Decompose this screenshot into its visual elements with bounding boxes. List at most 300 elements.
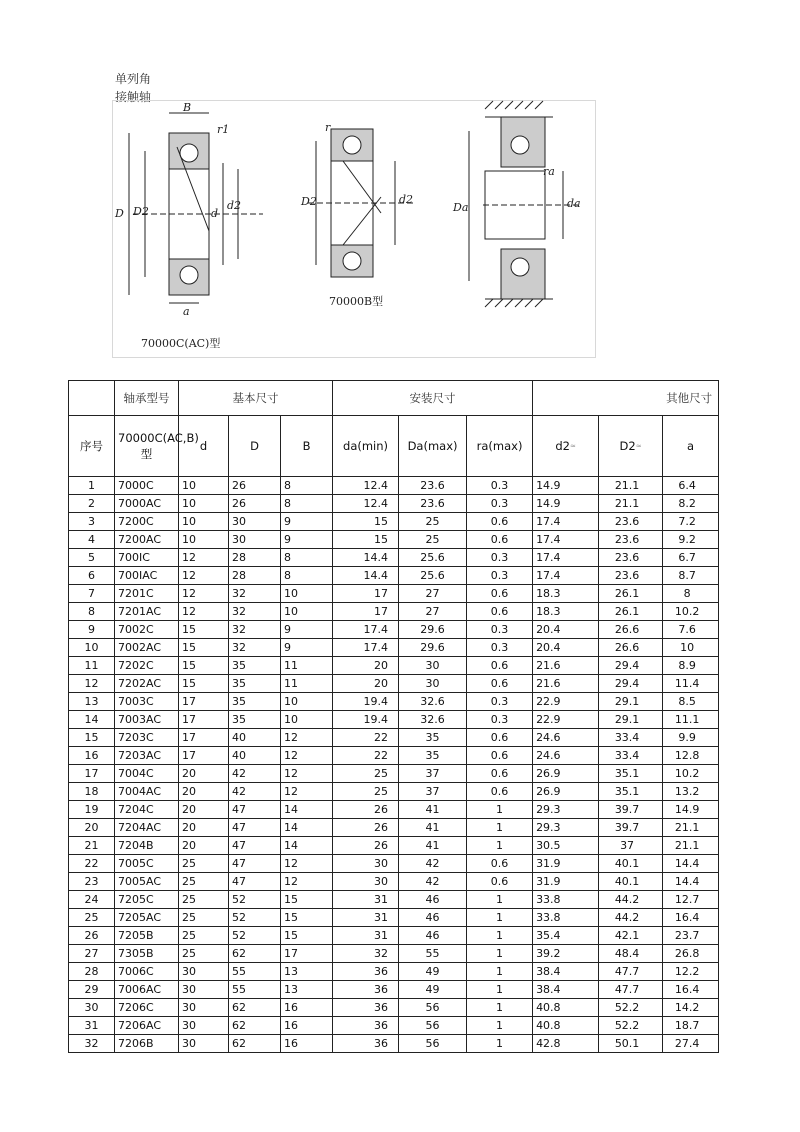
cell-model: 7002AC — [115, 639, 179, 657]
table-row — [69, 657, 719, 675]
cell-Da-max: 41 — [399, 837, 467, 855]
cell-ra-max: 1 — [467, 819, 533, 837]
cell-da-min: 14.4 — [333, 549, 399, 567]
cell-d: 25 — [179, 927, 229, 945]
table-row — [69, 693, 719, 711]
cell-ra-max: 1 — [467, 801, 533, 819]
label-ra: ra — [543, 165, 555, 178]
cell-a: 23.7 — [663, 927, 719, 945]
header-bearing-model: 轴承型号 — [115, 381, 179, 416]
label-r1: r1 — [217, 123, 230, 136]
cell-ra-max: 1 — [467, 837, 533, 855]
cell-model: 7305B — [115, 945, 179, 963]
cell-index: 30 — [69, 999, 115, 1017]
col-index: 序号 — [69, 416, 115, 477]
cell-D: 30 — [229, 531, 281, 549]
cell-da-min: 30 — [333, 855, 399, 873]
cell-d: 30 — [179, 1035, 229, 1053]
cell-d2: 17.4 — [533, 513, 599, 531]
cell-Da-max: 27 — [399, 603, 467, 621]
cell-da-min: 31 — [333, 927, 399, 945]
cell-ra-max: 0.3 — [467, 567, 533, 585]
cell-D: 55 — [229, 963, 281, 981]
cell-ra-max: 0.6 — [467, 729, 533, 747]
cell-da-min: 15 — [333, 513, 399, 531]
cell-a: 27.4 — [663, 1035, 719, 1053]
cell-d2: 26.9 — [533, 783, 599, 801]
cell-a: 8.7 — [663, 567, 719, 585]
cell-Da-max: 46 — [399, 909, 467, 927]
cell-index: 21 — [69, 837, 115, 855]
cell-a: 11.4 — [663, 675, 719, 693]
group-header-row — [69, 381, 719, 416]
cell-d: 10 — [179, 495, 229, 513]
cell-B: 11 — [281, 675, 333, 693]
cell-index: 3 — [69, 513, 115, 531]
cell-da-min: 26 — [333, 801, 399, 819]
cell-Da-max: 35 — [399, 729, 467, 747]
cell-a: 7.6 — [663, 621, 719, 639]
cell-B: 10 — [281, 603, 333, 621]
cell-model: 7004AC — [115, 783, 179, 801]
cell-D2: 21.1 — [599, 477, 663, 495]
cell-a: 6.7 — [663, 549, 719, 567]
cell-B: 15 — [281, 909, 333, 927]
cell-ra-max: 0.6 — [467, 765, 533, 783]
cell-ra-max: 1 — [467, 927, 533, 945]
cell-d: 17 — [179, 729, 229, 747]
cell-Da-max: 56 — [399, 999, 467, 1017]
cell-d: 25 — [179, 891, 229, 909]
cell-index: 28 — [69, 963, 115, 981]
cell-da-min: 22 — [333, 729, 399, 747]
cell-D: 40 — [229, 729, 281, 747]
cell-model: 7000C — [115, 477, 179, 495]
cell-da-min: 36 — [333, 1017, 399, 1035]
cell-Da-max: 37 — [399, 783, 467, 801]
cell-index: 10 — [69, 639, 115, 657]
cell-D2: 29.4 — [599, 657, 663, 675]
cell-model: 7203AC — [115, 747, 179, 765]
cell-a: 8.2 — [663, 495, 719, 513]
cell-da-min: 17 — [333, 585, 399, 603]
cell-ra-max: 0.3 — [467, 549, 533, 567]
cell-da-min: 20 — [333, 675, 399, 693]
cell-a: 8.5 — [663, 693, 719, 711]
cell-ra-max: 0.6 — [467, 585, 533, 603]
cell-ra-max: 0.3 — [467, 477, 533, 495]
column-header-row — [69, 416, 719, 477]
label-Da: Da — [453, 201, 469, 214]
cell-index: 14 — [69, 711, 115, 729]
cell-D2: 21.1 — [599, 495, 663, 513]
cell-model: 7204C — [115, 801, 179, 819]
col-D2-label: D2 — [619, 439, 636, 453]
table-row — [69, 945, 719, 963]
cell-B: 12 — [281, 783, 333, 801]
cell-d: 10 — [179, 477, 229, 495]
cell-Da-max: 56 — [399, 1035, 467, 1053]
col-ra-max: ra(max) — [467, 416, 533, 477]
table-row — [69, 729, 719, 747]
cell-ra-max: 1 — [467, 963, 533, 981]
cell-a: 21.1 — [663, 837, 719, 855]
cell-D: 32 — [229, 639, 281, 657]
cell-d2: 42.8 — [533, 1035, 599, 1053]
type-c-label: 70000C(AC)型 — [141, 337, 221, 350]
cell-d2: 22.9 — [533, 711, 599, 729]
cell-Da-max: 41 — [399, 801, 467, 819]
cell-D2: 23.6 — [599, 549, 663, 567]
cell-B: 16 — [281, 1017, 333, 1035]
cell-ra-max: 0.6 — [467, 603, 533, 621]
cell-a: 6.4 — [663, 477, 719, 495]
cell-D2: 47.7 — [599, 981, 663, 999]
cell-da-min: 12.4 — [333, 495, 399, 513]
cell-model: 7202C — [115, 657, 179, 675]
cell-index: 24 — [69, 891, 115, 909]
cell-D2: 29.4 — [599, 675, 663, 693]
cell-d2: 31.9 — [533, 873, 599, 891]
cell-D2: 29.1 — [599, 711, 663, 729]
col-model: 70000C(AC,B)型 — [115, 416, 179, 477]
cell-B: 10 — [281, 585, 333, 603]
cell-Da-max: 35 — [399, 747, 467, 765]
cell-a: 14.9 — [663, 801, 719, 819]
cell-a: 16.4 — [663, 909, 719, 927]
header-basic-dims: 基本尺寸 — [179, 381, 333, 416]
cell-ra-max: 0.6 — [467, 855, 533, 873]
cell-d: 20 — [179, 783, 229, 801]
cell-D2: 26.1 — [599, 585, 663, 603]
cell-ra-max: 0.3 — [467, 621, 533, 639]
cell-D2: 39.7 — [599, 819, 663, 837]
cell-index: 9 — [69, 621, 115, 639]
cell-index: 11 — [69, 657, 115, 675]
table-row — [69, 747, 719, 765]
cell-a: 26.8 — [663, 945, 719, 963]
cell-da-min: 17.4 — [333, 639, 399, 657]
table-row — [69, 675, 719, 693]
label-B: B — [183, 101, 192, 114]
label-d2-b: d2 — [399, 193, 414, 206]
table-row — [69, 495, 719, 513]
cell-da-min: 17 — [333, 603, 399, 621]
cell-D2: 47.7 — [599, 963, 663, 981]
cell-d: 15 — [179, 657, 229, 675]
cell-index: 16 — [69, 747, 115, 765]
cell-D2: 26.6 — [599, 621, 663, 639]
cell-d2: 35.4 — [533, 927, 599, 945]
cell-model: 7205B — [115, 927, 179, 945]
cell-D2: 33.4 — [599, 729, 663, 747]
cell-D: 35 — [229, 693, 281, 711]
cell-model: 7004C — [115, 765, 179, 783]
cell-D2: 35.1 — [599, 783, 663, 801]
table-row — [69, 855, 719, 873]
cell-d2: 38.4 — [533, 981, 599, 999]
cell-D: 28 — [229, 567, 281, 585]
cell-D: 62 — [229, 1017, 281, 1035]
cell-index: 7 — [69, 585, 115, 603]
cell-D: 62 — [229, 999, 281, 1017]
col-d2-label: d2 — [555, 439, 570, 453]
cell-d: 12 — [179, 603, 229, 621]
cell-B: 17 — [281, 945, 333, 963]
cell-da-min: 30 — [333, 873, 399, 891]
cell-d2: 29.3 — [533, 801, 599, 819]
cell-d2: 21.6 — [533, 657, 599, 675]
cell-D: 55 — [229, 981, 281, 999]
cell-Da-max: 30 — [399, 657, 467, 675]
cell-D: 35 — [229, 675, 281, 693]
label-d2: d2 — [227, 199, 242, 212]
caption-line-2: 接触轴 — [115, 90, 152, 104]
cell-D2: 37 — [599, 837, 663, 855]
cell-da-min: 25 — [333, 765, 399, 783]
cell-d2: 40.8 — [533, 1017, 599, 1035]
cell-ra-max: 1 — [467, 999, 533, 1017]
cell-index: 8 — [69, 603, 115, 621]
cell-D: 52 — [229, 927, 281, 945]
cell-D2: 52.2 — [599, 1017, 663, 1035]
cell-D2: 23.6 — [599, 531, 663, 549]
cell-B: 12 — [281, 729, 333, 747]
header-blank — [69, 381, 115, 416]
cell-d2: 22.9 — [533, 693, 599, 711]
cell-Da-max: 37 — [399, 765, 467, 783]
cell-da-min: 36 — [333, 963, 399, 981]
table-row — [69, 891, 719, 909]
cell-d: 15 — [179, 621, 229, 639]
header-install-dims: 安装尺寸 — [333, 381, 533, 416]
cell-B: 10 — [281, 711, 333, 729]
cell-d2: 20.4 — [533, 639, 599, 657]
col-Da-max: Da(max) — [399, 416, 467, 477]
cell-index: 29 — [69, 981, 115, 999]
cell-D2: 40.1 — [599, 855, 663, 873]
cell-a: 11.1 — [663, 711, 719, 729]
cell-D: 62 — [229, 1035, 281, 1053]
cell-da-min: 15 — [333, 531, 399, 549]
cell-d: 12 — [179, 549, 229, 567]
cell-d2: 39.2 — [533, 945, 599, 963]
cell-Da-max: 30 — [399, 675, 467, 693]
cell-a: 7.2 — [663, 513, 719, 531]
cell-B: 9 — [281, 621, 333, 639]
table-body — [69, 477, 719, 1053]
cell-D: 42 — [229, 765, 281, 783]
cell-da-min: 22 — [333, 747, 399, 765]
cell-index: 22 — [69, 855, 115, 873]
cell-ra-max: 0.6 — [467, 783, 533, 801]
cell-index: 26 — [69, 927, 115, 945]
cell-index: 1 — [69, 477, 115, 495]
table-row — [69, 873, 719, 891]
bearing-diagram-drawing — [113, 101, 595, 357]
cell-d2: 24.6 — [533, 729, 599, 747]
cell-ra-max: 0.6 — [467, 657, 533, 675]
cell-Da-max: 23.6 — [399, 477, 467, 495]
cell-ra-max: 0.3 — [467, 711, 533, 729]
cell-D2: 33.4 — [599, 747, 663, 765]
cell-d: 20 — [179, 819, 229, 837]
cell-ra-max: 0.6 — [467, 531, 533, 549]
cell-model: 7204AC — [115, 819, 179, 837]
cell-D: 32 — [229, 621, 281, 639]
cell-index: 27 — [69, 945, 115, 963]
cell-index: 15 — [69, 729, 115, 747]
cell-model: 7206AC — [115, 1017, 179, 1035]
cell-d: 30 — [179, 1017, 229, 1035]
cell-B: 13 — [281, 963, 333, 981]
cell-index: 12 — [69, 675, 115, 693]
cell-B: 11 — [281, 657, 333, 675]
cell-Da-max: 25 — [399, 513, 467, 531]
cell-da-min: 31 — [333, 909, 399, 927]
cell-d2: 33.8 — [533, 909, 599, 927]
table-row — [69, 765, 719, 783]
cell-da-min: 26 — [333, 819, 399, 837]
cell-D: 35 — [229, 657, 281, 675]
cell-Da-max: 46 — [399, 927, 467, 945]
col-a: a — [663, 416, 719, 477]
cell-a: 14.4 — [663, 855, 719, 873]
cell-B: 9 — [281, 513, 333, 531]
cell-D: 52 — [229, 891, 281, 909]
table-row — [69, 603, 719, 621]
cell-B: 9 — [281, 531, 333, 549]
col-D: D — [229, 416, 281, 477]
cell-a: 10.2 — [663, 603, 719, 621]
cell-Da-max: 25 — [399, 531, 467, 549]
cell-D2: 48.4 — [599, 945, 663, 963]
cell-D: 62 — [229, 945, 281, 963]
cell-D: 47 — [229, 837, 281, 855]
table-row — [69, 711, 719, 729]
cell-D: 40 — [229, 747, 281, 765]
cell-d: 25 — [179, 909, 229, 927]
cell-ra-max: 0.6 — [467, 513, 533, 531]
cell-da-min: 12.4 — [333, 477, 399, 495]
cell-model: 7005AC — [115, 873, 179, 891]
cell-model: 7206B — [115, 1035, 179, 1053]
cell-da-min: 36 — [333, 999, 399, 1017]
cell-da-min: 26 — [333, 837, 399, 855]
table-row — [69, 783, 719, 801]
cell-B: 15 — [281, 927, 333, 945]
caption-line-1: 单列角 — [115, 72, 152, 86]
col-D2-approx: ≈ — [635, 442, 642, 450]
table-row — [69, 567, 719, 585]
col-d2-approx: ≈ — [569, 442, 576, 450]
cell-index: 5 — [69, 549, 115, 567]
cell-d2: 20.4 — [533, 621, 599, 639]
table-row — [69, 1017, 719, 1035]
cell-Da-max: 25.6 — [399, 549, 467, 567]
label-da: da — [567, 197, 581, 210]
cell-a: 13.2 — [663, 783, 719, 801]
cell-d: 12 — [179, 585, 229, 603]
cell-D2: 23.6 — [599, 567, 663, 585]
cell-a: 21.1 — [663, 819, 719, 837]
cell-da-min: 25 — [333, 783, 399, 801]
cell-D2: 50.1 — [599, 1035, 663, 1053]
cell-Da-max: 32.6 — [399, 693, 467, 711]
table-row — [69, 909, 719, 927]
cell-B: 14 — [281, 801, 333, 819]
cell-da-min: 36 — [333, 1035, 399, 1053]
cell-d2: 17.4 — [533, 549, 599, 567]
cell-index: 19 — [69, 801, 115, 819]
cell-B: 14 — [281, 837, 333, 855]
cell-d: 30 — [179, 999, 229, 1017]
cell-a: 14.2 — [663, 999, 719, 1017]
cell-d: 10 — [179, 513, 229, 531]
cell-d2: 33.8 — [533, 891, 599, 909]
cell-index: 17 — [69, 765, 115, 783]
cell-model: 7203C — [115, 729, 179, 747]
cell-model: 7205C — [115, 891, 179, 909]
cell-index: 2 — [69, 495, 115, 513]
cell-D: 35 — [229, 711, 281, 729]
cell-Da-max: 55 — [399, 945, 467, 963]
cell-index: 18 — [69, 783, 115, 801]
cell-d2: 26.9 — [533, 765, 599, 783]
cell-d2: 17.4 — [533, 531, 599, 549]
cell-d2: 31.9 — [533, 855, 599, 873]
cell-a: 10.2 — [663, 765, 719, 783]
cell-D: 47 — [229, 873, 281, 891]
cell-a: 18.7 — [663, 1017, 719, 1035]
table-row — [69, 837, 719, 855]
cell-index: 6 — [69, 567, 115, 585]
cell-a: 14.4 — [663, 873, 719, 891]
cell-da-min: 36 — [333, 981, 399, 999]
table-row — [69, 513, 719, 531]
cell-model: 7201AC — [115, 603, 179, 621]
cell-d: 25 — [179, 873, 229, 891]
table-row — [69, 801, 719, 819]
cell-D: 47 — [229, 801, 281, 819]
cell-Da-max: 23.6 — [399, 495, 467, 513]
cell-index: 32 — [69, 1035, 115, 1053]
table-row — [69, 819, 719, 837]
cell-d: 30 — [179, 963, 229, 981]
cell-model: 7003AC — [115, 711, 179, 729]
cell-a: 8.9 — [663, 657, 719, 675]
cell-da-min: 20 — [333, 657, 399, 675]
cell-D: 32 — [229, 603, 281, 621]
cell-ra-max: 0.3 — [467, 639, 533, 657]
cell-Da-max: 25.6 — [399, 567, 467, 585]
cell-model: 7002C — [115, 621, 179, 639]
cell-D: 47 — [229, 855, 281, 873]
table-row — [69, 1035, 719, 1053]
cell-da-min: 19.4 — [333, 693, 399, 711]
cell-d2: 30.5 — [533, 837, 599, 855]
type-b-label: 70000B型 — [329, 295, 384, 308]
cell-d: 20 — [179, 837, 229, 855]
cell-Da-max: 46 — [399, 891, 467, 909]
cell-model: 700IC — [115, 549, 179, 567]
cell-B: 16 — [281, 1035, 333, 1053]
cell-model: 7200AC — [115, 531, 179, 549]
table-row — [69, 585, 719, 603]
cell-Da-max: 29.6 — [399, 621, 467, 639]
cell-ra-max: 1 — [467, 891, 533, 909]
cell-Da-max: 42 — [399, 855, 467, 873]
